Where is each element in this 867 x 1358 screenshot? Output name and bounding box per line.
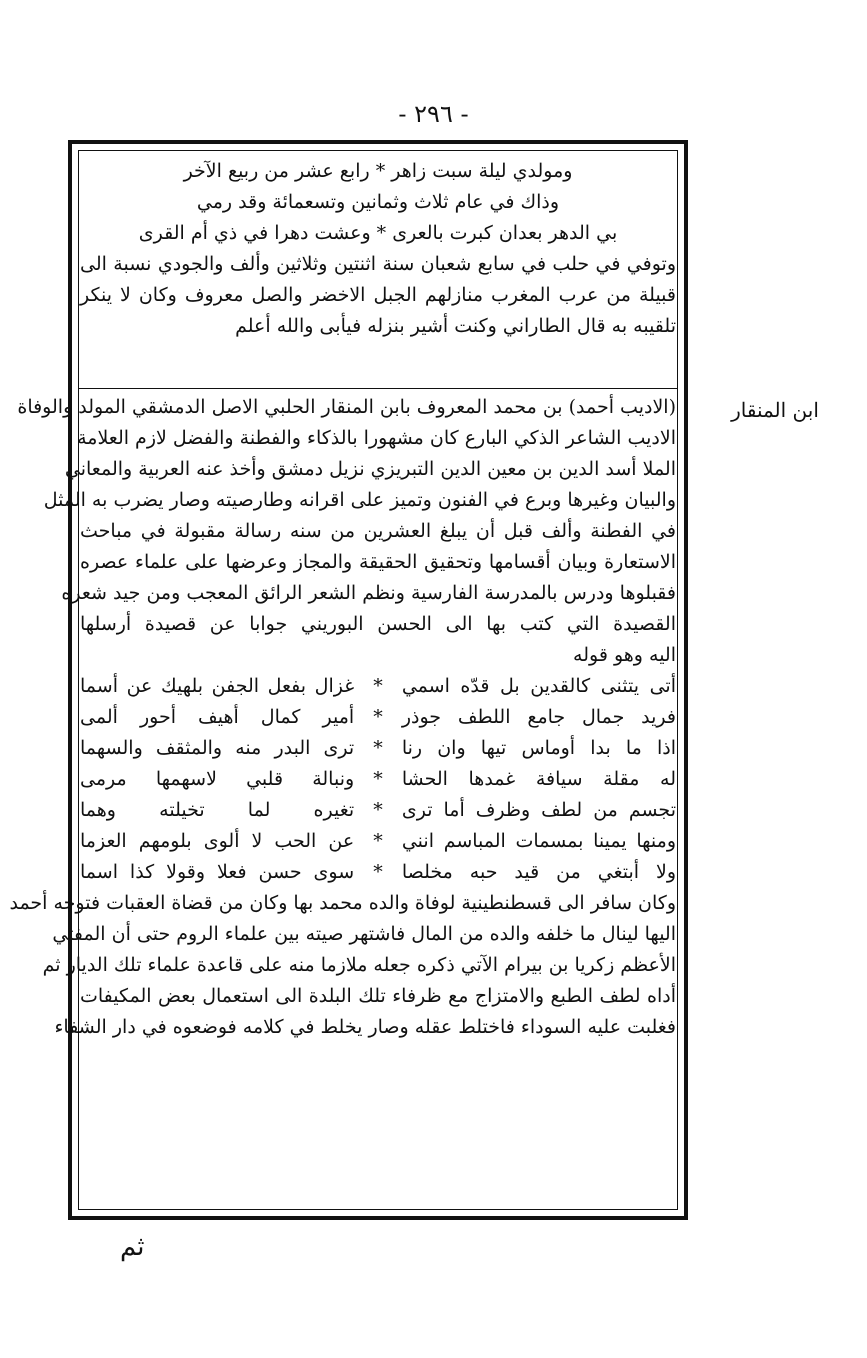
text-line: الأعظم زكريا بن بيرام الآتي ذكره جعله ملازما منه على قاعدة علماء تلك الديار ثم (42, 954, 676, 976)
verse-second-hemistich: عن الحب لا ألوى بلومهم العزما (80, 830, 355, 852)
verse-second-hemistich: أمير كمال أهيف أحور ألمى (80, 706, 355, 728)
poem-verse (80, 702, 676, 733)
poem-verse (80, 671, 676, 702)
text-line: (الاديب أحمد) بن محمد المعروف بابن المنقار الحلبي الاصل الدمشقي المولد والوفاة (17, 396, 676, 418)
biography-block (9, 392, 676, 1043)
catchword: ثم (120, 1232, 145, 1262)
text-line: اليها لينال ما خلفه والده من المال فاشتهر صيته بين علماء الروم حتى أن المفتي (52, 923, 676, 945)
verse-separator-star: * (373, 830, 383, 852)
text-line: اليه وهو قوله (573, 644, 676, 666)
verse-separator-star: * (373, 706, 383, 728)
verse-first-hemistich: له مقلة سيافة غمدها الحشا (401, 768, 676, 790)
verse-second-hemistich: ترى البدر منه والمثقف والسهما (80, 737, 355, 759)
poem-verse (80, 826, 676, 857)
poem-verse (80, 795, 676, 826)
text-line: في الفطنة وألف قبل أن يبلغ العشرين من سنه رسالة مقبولة في مباحث (80, 520, 676, 542)
text-line: فغلبت عليه السوداء فاختلط عقله وصار يخلط في كلامه فوضعوه في دار الشفاء (54, 1016, 676, 1038)
text-line: وتوفي في حلب في سابع شعبان سنة اثنتين وثلاثين وألف والجودي نسبة الى (80, 253, 676, 275)
text-line: تلقيبه به قال الطاراني وكنت أشير بنزله فيأبى والله أعلم (235, 315, 676, 337)
poem-verse (80, 764, 676, 795)
verse-separator-star: * (373, 737, 383, 759)
text-line: الاديب الشاعر الذكي البارع كان مشهورا بالذكاء والفطنة والفضل لازم العلامة (77, 427, 676, 449)
verse-first-hemistich: اذا ما بدا أوماس تيها وان رنا (401, 737, 676, 759)
verse-first-hemistich: ومنها يمينا بمسمات المباسم انني (401, 830, 676, 852)
verse-separator-star: * (373, 861, 383, 883)
verse-separator-star: * (373, 675, 383, 697)
page-frame (9, 140, 688, 1220)
text-line: فقبلوها ودرس بالمدرسة الفارسية ونظم الشعر الرائق المعجب ومن جيد شعره (61, 582, 676, 604)
top-text-block (80, 156, 676, 342)
section-separator (78, 388, 678, 389)
margin-entry-label: ابن المنقار (731, 398, 819, 422)
text-line: القصيدة التي كتب بها الى الحسن البوريني جوابا عن قصيدة أرسلها (80, 613, 676, 635)
verse-separator-star: * (373, 799, 383, 821)
page-number: - ٢٩٦ - (398, 100, 469, 128)
verse-second-hemistich: ونبالة قلبي لاسهمها مرمى (80, 768, 355, 790)
text-line: وكان سافر الى قسطنطينية لوفاة والده محمد بها وكان من قضاة العقبات فتوجه أحمد (9, 892, 676, 914)
text-line: وذاك في عام ثلاث وثمانين وتسعمائة وقد رمي (196, 191, 560, 213)
verse-first-hemistich: تجسم من لطف وظرف أما ترى (401, 799, 676, 821)
text-line: الاستعارة وبيان أقسامها وتحقيق الحقيقة والمجاز وعرضها على علماء عصره (80, 551, 676, 573)
text-line: بي الدهر بعدان كبرت بالعرى * وعشت دهرا في ذي أم القرى (138, 222, 618, 244)
verse-second-hemistich: غزال بفعل الجفن بلهيك عن أسما (80, 675, 355, 697)
poem-verse (80, 733, 676, 764)
text-line: ومولدي ليلة سبت زاهر * رابع عشر من ربيع الآخر (183, 160, 573, 182)
text-line: والبيان وغيرها وبرع في الفنون وتميز على اقرانه وطارصيته وصار يضرب به المثل (43, 489, 676, 511)
verse-second-hemistich: سوى حسن فعلا وقولا كذا اسما (80, 861, 355, 883)
verse-separator-star: * (373, 768, 383, 790)
text-line: الملا أسد الدين بن معين الدين التبريزي نزيل دمشق وأخذ عنه العربية والمعاني (64, 458, 676, 480)
verse-first-hemistich: فريد جمال جامع اللطف جوذر (401, 706, 676, 728)
poem-verse (80, 857, 676, 888)
verse-second-hemistich: تغيره لما تخيلته وهما (80, 799, 355, 821)
verse-first-hemistich: ولا أبتغي من قيد حبه مخلصا (401, 861, 676, 883)
text-line: أداه لطف الطبع والامتزاج مع ظرفاء تلك البلدة الى استعمال بعض المكيفات (80, 985, 676, 1007)
verse-first-hemistich: أتى يتثنى كالقدين بل قدّه اسمي (401, 675, 676, 697)
text-line: قبيلة من عرب المغرب منازلهم الجبل الاخضر والصل معروف وكان لا ينكر (80, 284, 676, 306)
